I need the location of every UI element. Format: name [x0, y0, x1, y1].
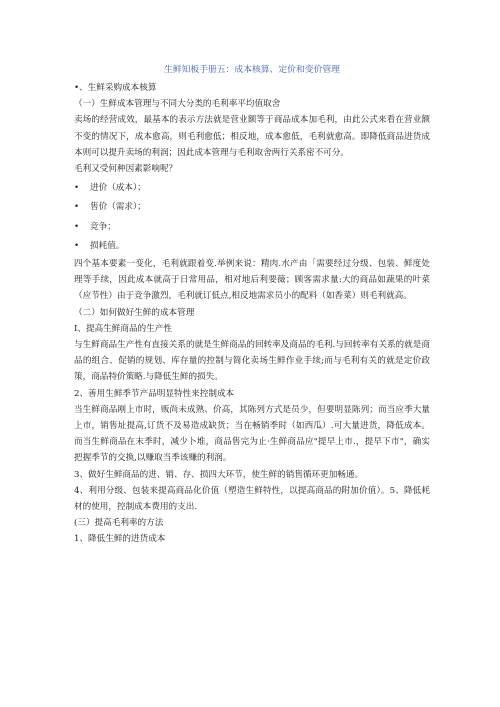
list-item-heading: I、提高生鲜商品的生产性: [74, 323, 172, 334]
subsection-heading: （一）生鲜成本管理与不同大分类的毛利率平均值取舍: [74, 99, 281, 110]
list-item-heading: 1、降低生鲜的进货成本: [74, 534, 166, 545]
question-line: 毛利又受何种因素影响呢？: [74, 164, 178, 175]
bullet-text: 损耗值。: [90, 240, 125, 251]
list-item: 3、做好生鲜商品的进、销、存、损四大环节，使生鲜的销售循环更加畅通。: [74, 469, 364, 480]
bullet-text: 竞争；: [90, 221, 116, 232]
paragraph: 四个基本要素一变化，毛利就跟着变.举例来说：精肉.水产由「需要经过分级、包装、鲜度处理等手续，因此成本就高于日常用品，相对地后利要薇；顾客需求量:大的商品如蔬果的叶菜（应节性）由于竞争激烈，毛利就订低点,相反地需求员小的配料（如香菜）则毛利就高。: [74, 259, 430, 302]
section-heading: •、生鲜采购成本核算: [74, 83, 157, 93]
list-item: 4、利用分级、包装来提高商品化价值（塑造生鲜特性，以提高商品的附加价值）。5、降低耗材的使用，控制成本费用的支出.: [74, 485, 430, 513]
bullet-item: [74, 219, 430, 235]
paragraph: 与生鲜商品生产性有直接关系的就是生鲜商品的回转率及商品的毛利.与回转率有关系的就是商品的组合、促销的规划、库存量的控制与简化卖场生鲜作业手续;而与毛利有关的就是定价政策，商品特价策略.与降低生鲜的损失。: [74, 340, 430, 383]
bullet-icon: •: [74, 221, 80, 232]
bullet-item: [74, 180, 430, 196]
bullet-icon: •: [74, 202, 80, 213]
bullet-text: 售价（需求）；: [90, 202, 146, 213]
paragraph: 当生鲜商品刚上市时，贩尚未成熟、价高，其陈列方式是员少，但要明显陈列；而当应季大量上市，销售址提高,订货不及易造成缺货；当在畅销季时（如西瓜）.可大量进货，降低成本。而当生鲜商品在末季时，减少卜堆，商品售完为止·生鲜商品应"提早上市.，提早下市"，确实把握季节的交换,以赚取当季该赚的利润。: [74, 404, 430, 464]
list-item-heading: 2、善用生鲜季节产品明显特性来控制成本: [74, 388, 235, 399]
paragraph: 卖场的经营成效，最基本的表示方法就是营业额等于商品成本加毛利，由此公式来看在营业额不变的情况下，成本愈高，则毛利愈低；相反地，成本愈低，毛利就愈高。即降低商品进货成本则可以提升卖场的利润；因此成本管理与毛利取舍两行关系密不可分。: [74, 115, 430, 158]
bullet-icon: •: [74, 183, 80, 194]
subsection-heading: （二）如何做好生鲜的成本管理: [74, 307, 195, 318]
bullet-item: [74, 199, 430, 215]
subsection-heading: (三）提高毛利率的方法: [74, 518, 164, 529]
bullet-icon: •: [74, 240, 80, 251]
document-title: 生鲜知板手册五：成本核算、定价和变价管理: [164, 65, 340, 75]
bullet-item: [74, 238, 430, 254]
bullet-text: 进价（成本）；: [90, 183, 146, 194]
